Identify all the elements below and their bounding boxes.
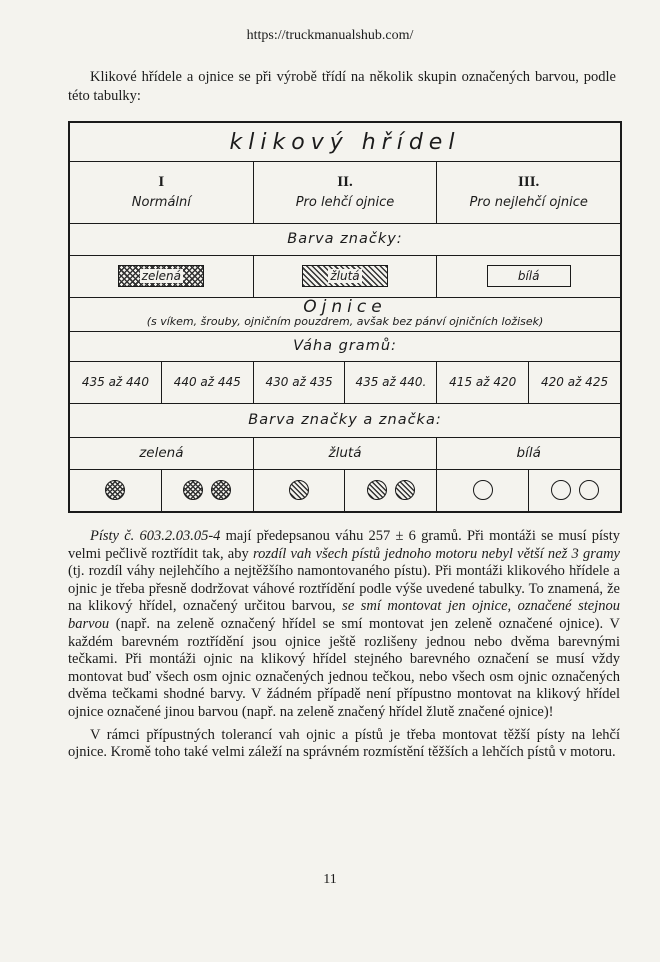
- body-paragraph-2: V rámci přípustných tolerancí vah ojnic a pístů je třeba montovat těžší písty na lehčí ojnice. Kromě toho také velmi záleží na správném rozmístění těžších a lehčích pístů v motoru.: [68, 726, 620, 761]
- mark-color-title: Barva značky:: [287, 231, 403, 247]
- rod-color-cell: zelená: [139, 445, 184, 461]
- dots-row: [70, 469, 620, 511]
- mark-color-cell: [436, 255, 620, 297]
- color-mark-title: Barva značky a značka:: [248, 412, 442, 428]
- yellow-swatch: žlutá: [302, 265, 388, 287]
- mark-color-cell: [70, 255, 253, 297]
- grouping-table: [68, 121, 622, 513]
- weight-cell: 415 až 420: [436, 361, 528, 403]
- crankshaft-title-row: [70, 123, 620, 162]
- weight-cell: 420 až 425: [528, 361, 620, 403]
- group-cell: [436, 161, 620, 223]
- intro-paragraph: Klikové hřídele a ojnice se při výrobě třídí na několik skupin označených barvou, podle této tabulky:: [68, 69, 616, 104]
- yellow-dot: [395, 480, 415, 500]
- green-swatch: zelená: [118, 265, 204, 287]
- yellow-dot: [367, 480, 387, 500]
- dot-cell: [344, 469, 436, 511]
- dot-cell: [70, 469, 161, 511]
- group-label: Pro lehčí ojnice: [295, 195, 395, 210]
- green-dot: [183, 480, 203, 500]
- dot-cell: [528, 469, 620, 511]
- rod-color-cell: bílá: [436, 437, 620, 469]
- header-url: https://truckmanualshub.com/: [246, 28, 414, 43]
- body-text: [68, 528, 620, 767]
- rod-title-cell: [70, 297, 620, 331]
- weight-cell: 435 až 440.: [344, 361, 436, 403]
- yellow-dot: [289, 480, 309, 500]
- rod-color-cell: žlutá: [253, 437, 437, 469]
- group-roman: II.: [337, 174, 353, 190]
- group-label: Pro nejlehčí ojnice: [469, 195, 588, 210]
- mark-color-cell: [253, 255, 437, 297]
- dot-cell: [436, 469, 528, 511]
- group-cell: [70, 161, 253, 223]
- page-number: 11: [323, 872, 337, 887]
- rod-title-row: [70, 297, 620, 332]
- white-dot: [473, 480, 493, 500]
- weight-title-row: [70, 331, 620, 362]
- green-dot: [105, 480, 125, 500]
- rod-colors-row: [70, 437, 620, 470]
- dot-cell: [161, 469, 253, 511]
- weight-cell: 435 až 440: [81, 375, 149, 389]
- green-dot: [211, 480, 231, 500]
- mark-colors-row: [70, 255, 620, 298]
- groups-row: [70, 161, 620, 224]
- dot-cell: [253, 469, 345, 511]
- body-paragraph-1: Písty č. 603.2.03.05-4 mají předepsanou váhu 257 ± 6 gramů. Při montáži se musí písty velmi pečlivě roztřídit tak, aby rozdíl vah všech pístů jednoho motoru nebyl větší než 3 gramy (tj. rozdíl váhy nejlehčího a nejtěžšího namontovaného pístu). Při montáži klikového hřídele a ojnic je třeba přesně dodržovat váhové roztřídění podle výše uvedené tabulky. To znamená, že na klikový hřídel, označený určitou barvou, se smí montovat jen ojnice, označené stejnou barvou (např. na zeleně označený hřídel se smí montovat jen zeleně označené ojnice). V každém barevném roztřídění jsou ojnice ještě rozlišeny jednou nebo dvěma barevnými tečkami. Při montáži ojnic na klikový hřídel stejného barevného označení se musí vždy montovat buď všech osm ojnic označených jednou tečkou, nebo všech osm ojnic označených dvěma tečkami shodné barvy. V žádném případě není přípustno montovat na klikový hřídel ojnice označené jinou barvou (např. na zeleně značený hřídel žlutě značené ojnice)!: [68, 528, 620, 720]
- white-swatch: bílá: [487, 265, 571, 287]
- group-label: Normální: [131, 195, 191, 210]
- group-cell: [253, 161, 437, 223]
- weights-row: [70, 361, 620, 404]
- weight-title: Váha gramů:: [293, 338, 397, 354]
- weight-cell: 440 až 445: [161, 361, 253, 403]
- rod-subtitle: (s víkem, šrouby, ojničním pouzdrem, avšak bez pánví ojničních ložisek): [146, 315, 544, 328]
- group-roman: I: [158, 174, 165, 190]
- white-dot: [579, 480, 599, 500]
- group-roman: III.: [518, 174, 540, 190]
- crankshaft-title: klikový hřídel: [229, 129, 461, 155]
- white-dot: [551, 480, 571, 500]
- mark-color-title-row: [70, 223, 620, 256]
- rod-title: Ojnice: [303, 297, 387, 317]
- weight-cell: 430 až 435: [253, 361, 345, 403]
- color-mark-title-row: [70, 403, 620, 438]
